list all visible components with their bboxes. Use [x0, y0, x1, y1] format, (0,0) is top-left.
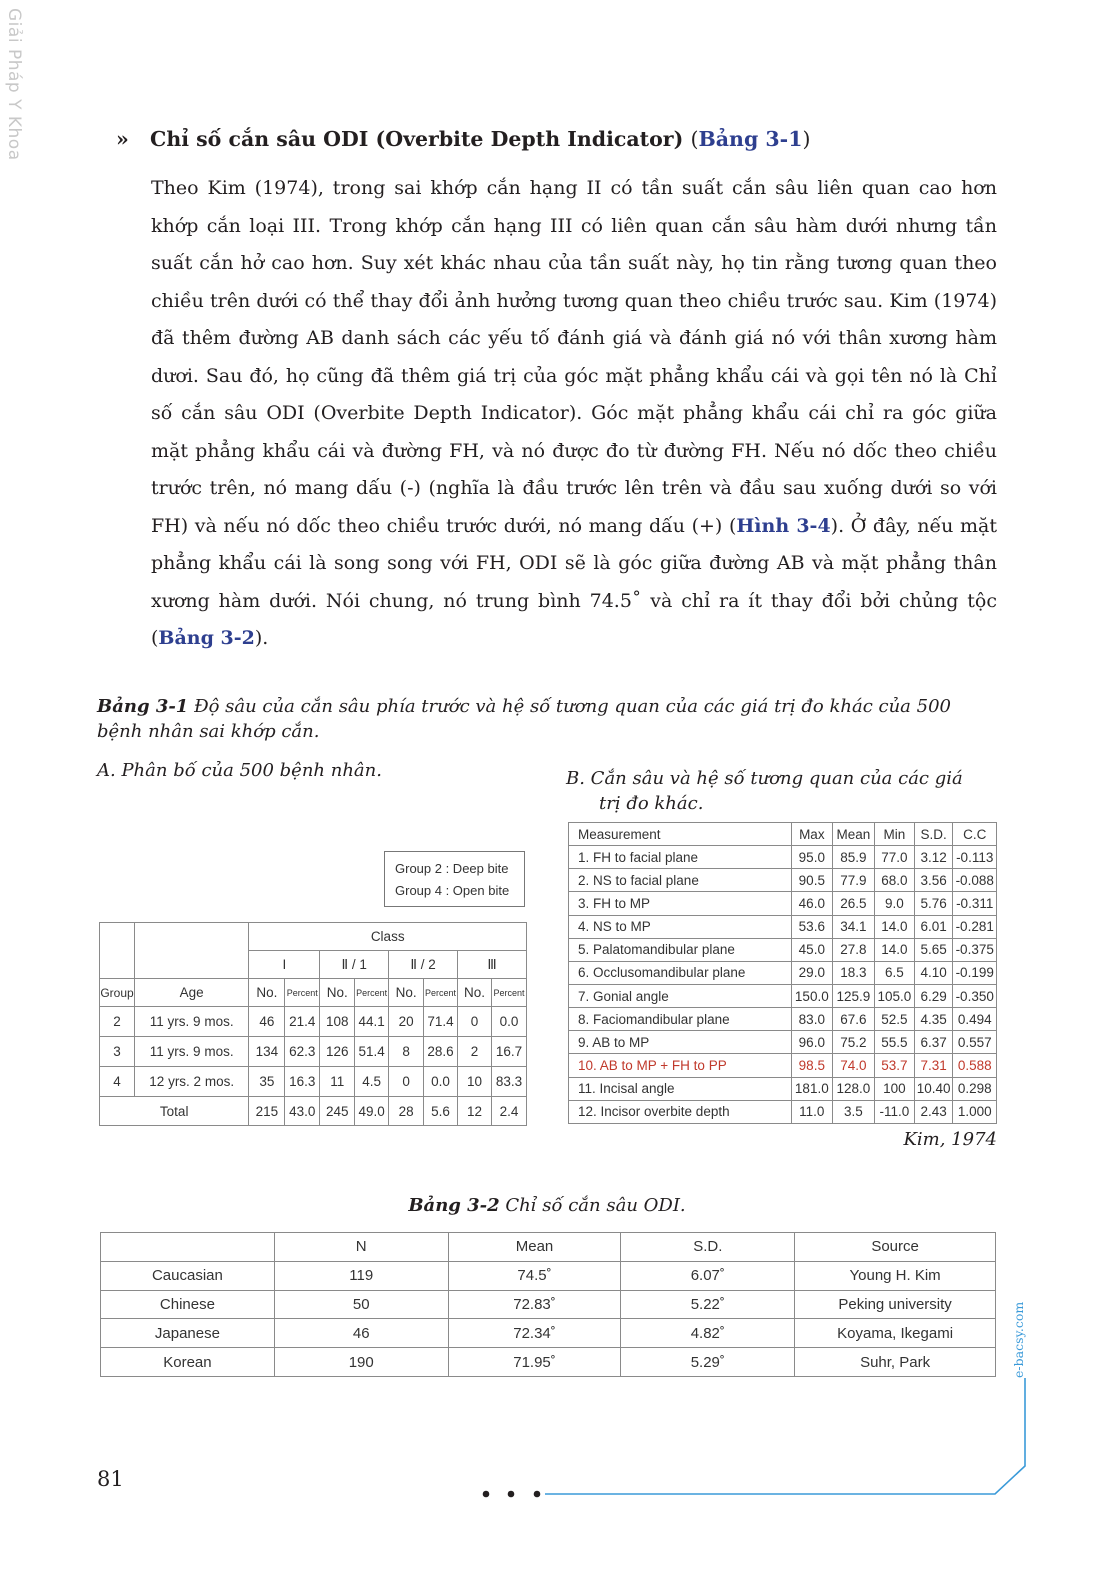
table-b-cell: 96.0: [791, 1031, 832, 1054]
table-a-class-iii: Ⅲ: [458, 951, 527, 979]
table-b-header: Measurement: [569, 823, 792, 846]
table-b-cell: -0.311: [953, 892, 997, 915]
heading-bullet: »: [116, 127, 129, 151]
table-b-cell: 9.0: [874, 892, 914, 915]
table-a-cell: 28: [389, 1097, 424, 1126]
table-b-cell: 4.10: [914, 961, 953, 984]
table-a-group-header: Group: [100, 979, 135, 1007]
table-a-cell: 0: [389, 1067, 424, 1097]
table-2-cell: 5.22˚: [621, 1290, 795, 1319]
table-b-cell: 6.01: [914, 915, 953, 938]
table-a-no-header: No.: [249, 979, 285, 1007]
table-b-cell: 67.6: [832, 1008, 874, 1031]
table-a-cell: 16.3: [285, 1067, 320, 1097]
table-b-cell: 29.0: [791, 961, 832, 984]
table-a-cell: 20: [389, 1007, 424, 1037]
table-b-cell: 52.5: [874, 1008, 914, 1031]
caption1-text: Độ sâu của cắn sâu phía trước và hệ số tương quan của các giá trị đo khác của 500 bệnh nhân sai khớp cắn.: [97, 696, 951, 742]
table-2-cell: 5.29˚: [621, 1348, 795, 1377]
table-2-cell: 190: [274, 1348, 448, 1377]
heading-text: Chỉ số cắn sâu ODI (Overbite Depth Indicator): [150, 127, 691, 151]
table-a-cell: 4: [100, 1067, 135, 1097]
table-b-cell: 10.40: [914, 1077, 953, 1100]
table-b-cell: 5.76: [914, 892, 953, 915]
table-a-cell: 2.4: [491, 1097, 526, 1126]
table-a-cell: 2: [458, 1037, 492, 1067]
table-b-cell: 8. Faciomandibular plane: [569, 1008, 792, 1031]
table-b-cell: 14.0: [874, 915, 914, 938]
table-2-cell: 119: [274, 1261, 448, 1290]
table-2-cell: Korean: [101, 1348, 275, 1377]
table-b-cell: 77.0: [874, 846, 914, 869]
table-2-cell: 74.5˚: [448, 1261, 621, 1290]
table-b-cell: 34.1: [832, 915, 874, 938]
table-b-cell: 9. AB to MP: [569, 1031, 792, 1054]
table-2-cell: 50: [274, 1290, 448, 1319]
table-b-cell: -0.088: [953, 869, 997, 892]
table-2-cell: Caucasian: [101, 1261, 275, 1290]
table-2-cell: 72.83˚: [448, 1290, 621, 1319]
table-a-class-i: I: [249, 951, 320, 979]
table-a-cell: 245: [320, 1097, 355, 1126]
table-a-cell: 46: [249, 1007, 285, 1037]
table-a-percent-header: Percent: [355, 979, 389, 1007]
table-b-cell: 6. Occlusomandibular plane: [569, 961, 792, 984]
table-a-cell: 108: [320, 1007, 355, 1037]
table-b-header: Min: [874, 823, 914, 846]
table-b-cell: 5.65: [914, 938, 953, 961]
table-b-cell: 4. NS to MP: [569, 915, 792, 938]
table-b-header: Mean: [832, 823, 874, 846]
table-b-cell: -0.199: [953, 961, 997, 984]
table-a-cell: 49.0: [355, 1097, 389, 1126]
caption-b-line1: B. Cắn sâu và hệ số tương quan của các giá: [566, 768, 963, 789]
table-a-cell: 62.3: [285, 1037, 320, 1067]
table-a-cell: 5.6: [424, 1097, 458, 1126]
table-a-class-header: Class: [249, 923, 527, 951]
table-b-cell: 77.9: [832, 869, 874, 892]
table-b-cell: -0.281: [953, 915, 997, 938]
table-a-cell: 0: [458, 1007, 492, 1037]
table-b-cell: 128.0: [832, 1077, 874, 1100]
table-b-cell: 90.5: [791, 869, 832, 892]
table-2-cell: 72.34˚: [448, 1319, 621, 1348]
caption-a: A. Phân bố của 500 bệnh nhân.: [97, 760, 382, 781]
heading-close-paren: ): [802, 127, 811, 151]
table-a-cell: 43.0: [285, 1097, 320, 1126]
page-number: 81: [97, 1467, 124, 1491]
caption2-text: Chỉ số cắn sâu ODI.: [499, 1195, 686, 1216]
table-a-cell: 215: [249, 1097, 285, 1126]
table-b-cell: 0.588: [953, 1054, 997, 1077]
table-b-cell: 68.0: [874, 869, 914, 892]
table-b-cell: -0.375: [953, 938, 997, 961]
table-b-cell: 0.494: [953, 1008, 997, 1031]
heading-open-paren: (: [690, 127, 699, 151]
table-a-cell: 3: [100, 1037, 135, 1067]
footer-dot: [534, 1491, 541, 1498]
table-a-cell: 10: [458, 1067, 492, 1097]
table-a-percent-header: Percent: [424, 979, 458, 1007]
table-b-cell: 150.0: [791, 984, 832, 1007]
table-2-cell: Suhr, Park: [795, 1348, 996, 1377]
table-a-no-header: No.: [458, 979, 492, 1007]
figure-ref-link[interactable]: Hình 3-4: [736, 514, 831, 537]
table-a-no-header: No.: [320, 979, 355, 1007]
table-b-cell: -0.350: [953, 984, 997, 1007]
table-b-cell: 26.5: [832, 892, 874, 915]
table-b-cell: 98.5: [791, 1054, 832, 1077]
footer-dot: [483, 1491, 490, 1498]
heading-table-ref-link[interactable]: Bảng 3-1: [698, 127, 803, 151]
table-b-cell: 85.9: [832, 846, 874, 869]
table-source: Kim, 1974: [903, 1129, 997, 1150]
table-b-cell: 83.0: [791, 1008, 832, 1031]
table-2-header: Source: [795, 1233, 996, 1262]
table-b-cell: 125.9: [832, 984, 874, 1007]
table-b-cell: 18.3: [832, 961, 874, 984]
paragraph-part-1: Theo Kim (1974), trong sai khớp cắn hạng II có tần suất cắn sâu liên quan cao hơn khớp cắn loại III. Trong khớp cắn hạng III có liên quan cắn sâu hàm dưới nhưng tần suất cắn hở cao hơn. Suy xét khác nhau của tần suất này, họ tin rằng tương quan theo chiều trên dưới có thể thay đổi ảnh hưởng tương quan theo chiều trước sau. Kim (1974) đã thêm đường AB danh sách các yếu tố đánh giá và đánh giá nó với thân xương hàm dươi. Sau đó, họ cũng đã thêm giá trị của góc mặt phẳng khẩu cái và gọi tên nó là Chỉ số cắn sâu ODI (Overbite Depth Indicator). Góc mặt phẳng khẩu cái chỉ ra góc giữa mặt phẳng khẩu cái và đường FH, và nó được đo từ đường FH. Nếu nó dốc theo chiều trước trên, nó mang dấu (-) (nghĩa là đầu trước lên trên và đầu sau xuống dưới so với FH) và nếu nó dốc theo chiều trước dưới, nó mang dấu (+) (: [151, 177, 997, 537]
table-2-cell: 4.82˚: [621, 1319, 795, 1348]
table-b-cell: 2. NS to facial plane: [569, 869, 792, 892]
table-b-cell: 0.298: [953, 1077, 997, 1100]
table-b-cell: 3.5: [832, 1100, 874, 1123]
table-a-no-header: No.: [389, 979, 424, 1007]
table-2-cell: Koyama, Ikegami: [795, 1319, 996, 1348]
table-b-cell: 6.5: [874, 961, 914, 984]
table-2-cell: 71.95˚: [448, 1348, 621, 1377]
table-b-cell: 7. Gonial angle: [569, 984, 792, 1007]
table-a-cell: 35: [249, 1067, 285, 1097]
table-b-cell: 53.6: [791, 915, 832, 938]
table-a-cell: 0.0: [424, 1067, 458, 1097]
table-a-cell: 12: [458, 1097, 492, 1126]
table-2-cell: 46: [274, 1319, 448, 1348]
caption1-label: Bảng 3-1: [97, 696, 189, 717]
table-2-cell: 6.07˚: [621, 1261, 795, 1290]
table-b-cell: 105.0: [874, 984, 914, 1007]
table-b-cell: 3.12: [914, 846, 953, 869]
table-a-cell: 16.7: [491, 1037, 526, 1067]
table-b-header: Max: [791, 823, 832, 846]
table-b-header: C.C: [953, 823, 997, 846]
caption-b-line2: trị đo khác.: [599, 793, 704, 814]
legend-line-1: Group 2 : Deep bite: [395, 861, 509, 876]
table-b-cell: 95.0: [791, 846, 832, 869]
table-b-cell: 100: [874, 1077, 914, 1100]
table-b-cell: 10. AB to MP + FH to PP: [569, 1054, 792, 1077]
legend-line-2: Group 4 : Open bite: [395, 883, 510, 898]
table-a-cell: 0.0: [491, 1007, 526, 1037]
table-b-cell: 1. FH to facial plane: [569, 846, 792, 869]
table-2-cell: Japanese: [101, 1319, 275, 1348]
table-b-cell: 7.31: [914, 1054, 953, 1077]
table-b-header: S.D.: [914, 823, 953, 846]
table-b-cell: 45.0: [791, 938, 832, 961]
side-url[interactable]: e-bacsy.com: [1011, 1301, 1026, 1378]
table-a-cell: 51.4: [355, 1037, 389, 1067]
table-b-cell: 75.2: [832, 1031, 874, 1054]
table-b-cell: 6.37: [914, 1031, 953, 1054]
table-b-cell: 11. Incisal angle: [569, 1077, 792, 1100]
table-b-cell: 0.557: [953, 1031, 997, 1054]
table-b-cell: 74.0: [832, 1054, 874, 1077]
table-b-cell: 55.5: [874, 1031, 914, 1054]
table-b-cell: 181.0: [791, 1077, 832, 1100]
table-b-cell: 2.43: [914, 1100, 953, 1123]
table-b-cell: 3. FH to MP: [569, 892, 792, 915]
table-b-cell: 27.8: [832, 938, 874, 961]
table-2-header: S.D.: [621, 1233, 795, 1262]
table-b-cell: 3.56: [914, 869, 953, 892]
table-b-cell: 4.35: [914, 1008, 953, 1031]
table-a-cell: 21.4: [285, 1007, 320, 1037]
table-a-cell: 11 yrs. 9 mos.: [134, 1037, 248, 1067]
table-ref-link[interactable]: Bảng 3-2: [158, 627, 255, 649]
paragraph-part-3: ).: [254, 627, 269, 649]
table-a-cell: 8: [389, 1037, 424, 1067]
table-b-cell: 11.0: [791, 1100, 832, 1123]
table-a-cell: 12 yrs. 2 mos.: [134, 1067, 248, 1097]
table-b-cell: -0.113: [953, 846, 997, 869]
table-a-class-ii-1: Ⅱ / 1: [320, 951, 389, 979]
table-a-cell: 126: [320, 1037, 355, 1067]
table-a-cell: 83.3: [491, 1067, 526, 1097]
table-a-class-ii-2: Ⅱ / 2: [389, 951, 458, 979]
table-a-percent-header: Percent: [285, 979, 320, 1007]
table-2-header: Mean: [448, 1233, 621, 1262]
table-b-cell: -11.0: [874, 1100, 914, 1123]
footer-accent-line: [545, 1378, 1025, 1494]
table-b-cell: 6.29: [914, 984, 953, 1007]
table-2-header: N: [274, 1233, 448, 1262]
table-b-cell: 53.7: [874, 1054, 914, 1077]
paragraph-part-2: ). Ở đây, nếu mặt phẳng khẩu cái là song song với FH, ODI sẽ là góc giữa đường AB và mặt phẳng thân xương hàm dưới. Nói chung, nó trung bình 74.5˚ và chỉ ra ít thay đổi bởi chủng tộc (: [151, 514, 997, 649]
table-a-cell: 11 yrs. 9 mos.: [134, 1007, 248, 1037]
table-a-cell: 28.6: [424, 1037, 458, 1067]
table-a-total-label: Total: [100, 1097, 249, 1126]
table-b-cell: 46.0: [791, 892, 832, 915]
caption2-label: Bảng 3-2: [408, 1195, 500, 1216]
table-a-cell: 134: [249, 1037, 285, 1067]
table-b-cell: 14.0: [874, 938, 914, 961]
footer-dot: [508, 1491, 515, 1498]
table-a-percent-header: Percent: [491, 979, 526, 1007]
table-a-cell: 44.1: [355, 1007, 389, 1037]
table-a-cell: 4.5: [355, 1067, 389, 1097]
table-2-cell: Peking university: [795, 1290, 996, 1319]
table-b-cell: 12. Incisor overbite depth: [569, 1100, 792, 1123]
side-brand-watermark: Giải Pháp Y Khoa: [4, 8, 24, 161]
table-2-cell: Young H. Kim: [795, 1261, 996, 1290]
table-a-cell: 2: [100, 1007, 135, 1037]
table-a-cell: 11: [320, 1067, 355, 1097]
table-a-age-header: Age: [134, 979, 248, 1007]
table-a-cell: 71.4: [424, 1007, 458, 1037]
table-b-cell: 5. Palatomandibular plane: [569, 938, 792, 961]
table-2-cell: Chinese: [101, 1290, 275, 1319]
table-b-cell: 1.000: [953, 1100, 997, 1123]
